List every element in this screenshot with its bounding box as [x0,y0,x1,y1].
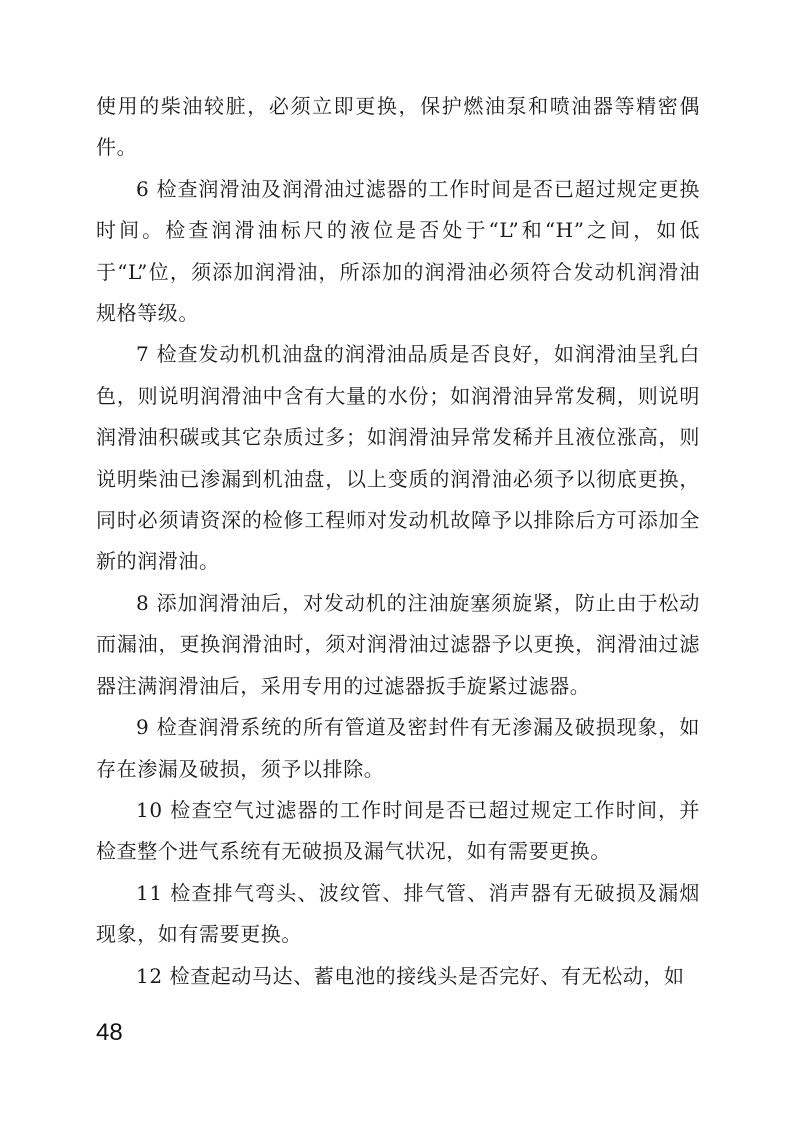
paragraph-continuation: 使用的柴油较脏，必须立即更换，保护燃油泵和喷油器等精密偶件。 [96,94,700,160]
paragraph-item-6: 6 检查润滑油及润滑油过滤器的工作时间是否已超过规定更换时间。检查润滑油标尺的液位是否处于“L”和“H”之间，如低于“L”位，须添加润滑油，所添加的润滑油必须符合发动机润滑油规格等级。 [96,176,700,326]
paragraph-item-9: 9 检查润滑系统的所有管道及密封件有无渗漏及破损现象，如存在渗漏及破损，须予以排除。 [96,715,700,781]
page-number: 48 [96,1019,123,1046]
paragraph-item-8: 8 添加润滑油后，对发动机的注油旋塞须旋紧，防止由于松动而漏油，更换润滑油时，须对润滑油过滤器予以更换，润滑油过滤器注满润滑油后，采用专用的过滤器扳手旋紧过滤器。 [96,590,700,698]
paragraph-item-11: 11 检查排气弯头、波纹管、排气管、消声器有无破损及漏烟现象，如有需要更换。 [96,880,700,947]
body-text [96,86,700,997]
paragraph-item-7: 7 检查发动机机油盘的润滑油品质是否良好，如润滑油呈乳白色，则说明润滑油中含有大量的水份；如润滑油异常发稠，则说明润滑油积碳或其它杂质过多；如润滑油异常发稀并且液位涨高，则说明柴油已渗漏到机油盘，以上变质的润滑油必须予以彻底更换，同时必须请资深的检修工程师对发动机故障予以排除后方可添加全新的润滑油。 [96,342,700,574]
paragraph-item-12: 12 检查起动马达、蓄电池的接线头是否完好、有无松动，如 [136,963,685,988]
paragraph-item-10: 10 检查空气过滤器的工作时间是否已超过规定工作时间，并检查整个进气系统有无破损及漏气状况，如有需要更换。 [96,797,700,864]
